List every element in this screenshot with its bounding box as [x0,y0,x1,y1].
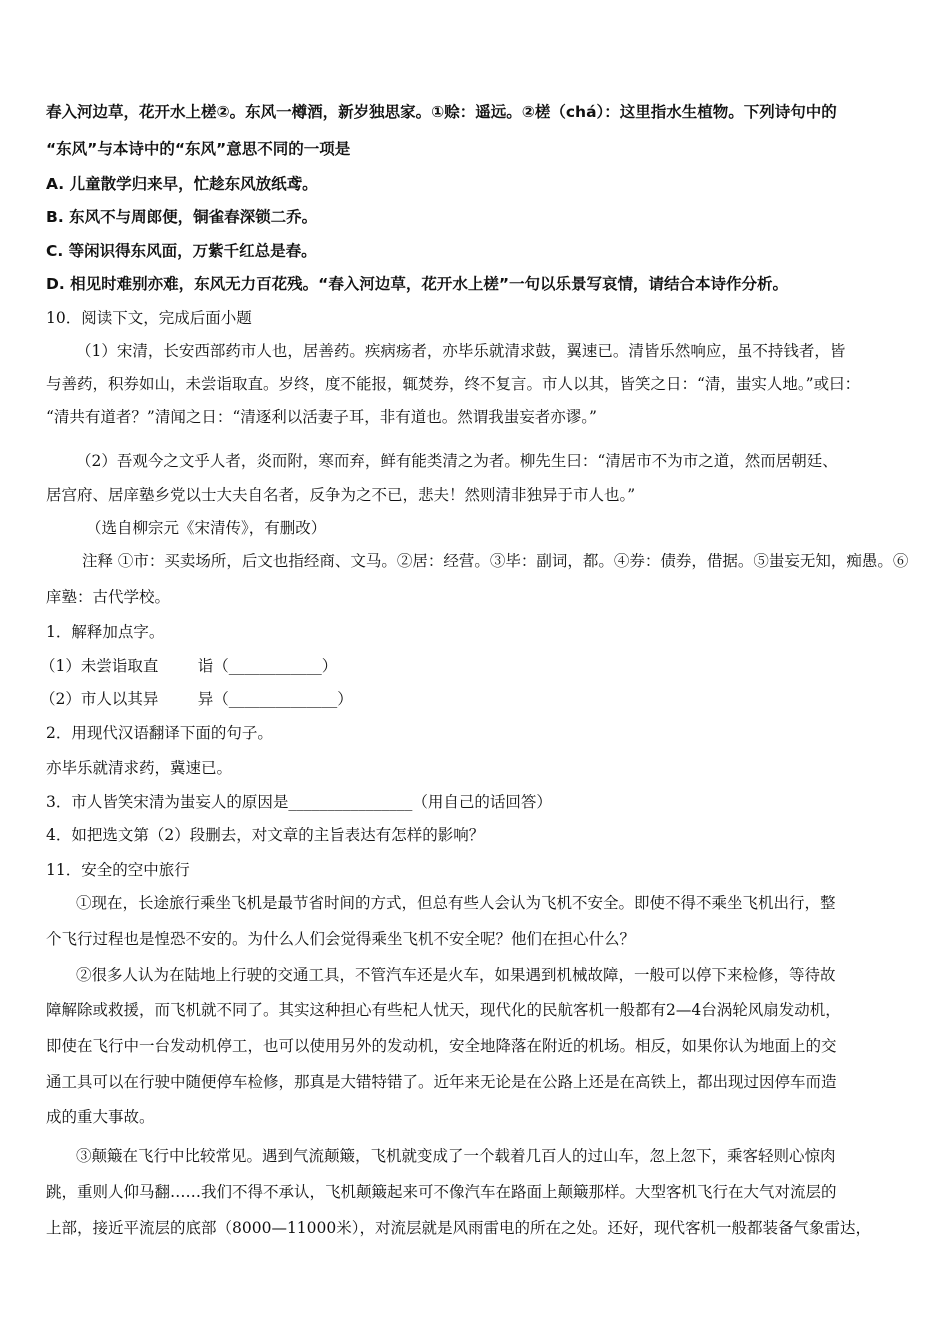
option-a: A. 儿童散学归来早，忙趁东风放纸鸢。 [46,175,318,193]
subquestion-1: 1．解释加点字。 [46,623,165,641]
subquestion-1-item: （1）未尝诣取直 诣（____________） [40,657,338,675]
article-line: 成的重大事故。 [46,1108,155,1126]
section-10-title: 10．阅读下文，完成后面小题 [46,309,252,327]
article-line: 通工具可以在行驶中随便停车检修，那真是大错特错了。近年来无论是在公路上还是在高铁上，都出现过因停车而造 [46,1073,837,1091]
article-line: 障解除或救援，而飞机就不同了。其实这种担心有些杞人忧天，现代化的民航客机一般都有2—4台涡轮风扇发动机， [46,1001,841,1019]
subquestion-4: 4．如把选文第（2）段删去，对文章的主旨表达有怎样的影响？ [46,826,485,844]
section-11-title: 11．安全的空中旅行 [46,861,190,879]
option-b: B. 东风不与周郎便，铜雀春深锁二乔。 [46,208,318,226]
passage-line: 居宫府、居庠塾乡党以士大夫自名者，反争为之不已，悲夫！然则清非独异于市人也。” [46,486,636,504]
subquestion-3: 3．市人皆笑宋清为蚩妄人的原因是________________（用自己的话回答） [46,793,552,811]
passage-line: 与善药，积券如山，未尝诣取直。岁终，度不能报，辄焚券，终不复言。市人以其，皆笑之日：“清，蚩实人地。”或曰： [46,375,861,393]
passage-line: （2）吾观今之文乎人者，炎而附，寒而弃，鲜有能类清之为者。柳先生曰：“清居市不为市之道，然而居朝廷、 [76,452,838,470]
subquestion-2: 2．用现代汉语翻译下面的句子。 [46,724,273,742]
article-line: 个飞行过程也是惶恐不安的。为什么人们会觉得乘坐飞机不安全呢？他们在担心什么？ [46,930,636,948]
article-line: 上部，接近平流层的底部（8000—11000米），对流层就是风雨雷电的所在之处。还好，现代客机一般都装备气象雷达， [46,1219,872,1237]
option-d: D. 相见时难别亦难，东风无力百花残。“春入河边草，花开水上槎”一句以乐景写哀情，请结合本诗作分析。 [46,275,789,293]
translate-sentence: 亦毕乐就清求药，冀速已。 [46,759,233,777]
passage-line: “清共有道者？”清闻之日：“清逐利以活妻子耳，非有道也。然谓我蚩妄者亦谬。” [46,408,597,426]
source-note: （选自柳宗元《宋清传》，有删改） [86,519,327,537]
option-c: C. 等闲识得东风面，万紫千红总是春。 [46,242,317,260]
subquestion-1-item: （2）市人以其异 异（______________） [40,690,353,708]
annotation: 庠塾：古代学校。 [46,588,171,606]
passage-line: （1）宋清，长安西部药市人也，居善药。疾病疡者，亦毕乐就清求鼓，翼速已。清皆乐然响应，虽不持钱者，皆 [76,342,846,360]
article-line: ①现在，长途旅行乘坐飞机是最节省时间的方式，但总有些人会认为飞机不安全。即使不得不乘坐飞机出行，整 [76,894,836,912]
article-line: 跳，重则人仰马翻……我们不得不承认，飞机颠簸起来可不像汽车在路面上颠簸那样。大型客机飞行在大气对流层的 [46,1183,837,1201]
question-stem: “东风”与本诗中的“东风”意思不同的一项是 [46,140,351,158]
article-line: ②很多人认为在陆地上行驶的交通工具，不管汽车还是火车，如果遇到机械故障，一般可以停下来检修，等待故 [76,966,836,984]
article-line: ③颠簸在飞行中比较常见。遇到气流颠簸，飞机就变成了一个载着几百人的过山车，忽上忽下，乘客轻则心惊肉 [76,1147,836,1165]
poem-line: 春入河边草，花开水上槎②。东风一樽酒，新岁独思家。①赊：遥远。②槎（chá）：这里指水生植物。下列诗句中的 [46,103,837,121]
article-line: 即使在飞行中一台发动机停工，也可以使用另外的发动机，安全地降落在附近的机场。相反，如果你认为地面上的交 [46,1037,837,1055]
annotation: 注释 ①市：买卖场所，后文也指经商、文马。②居：经营。③毕：副词，都。④券：债券，借据。⑤蚩妄无知，痴愚。⑥ [82,552,909,570]
